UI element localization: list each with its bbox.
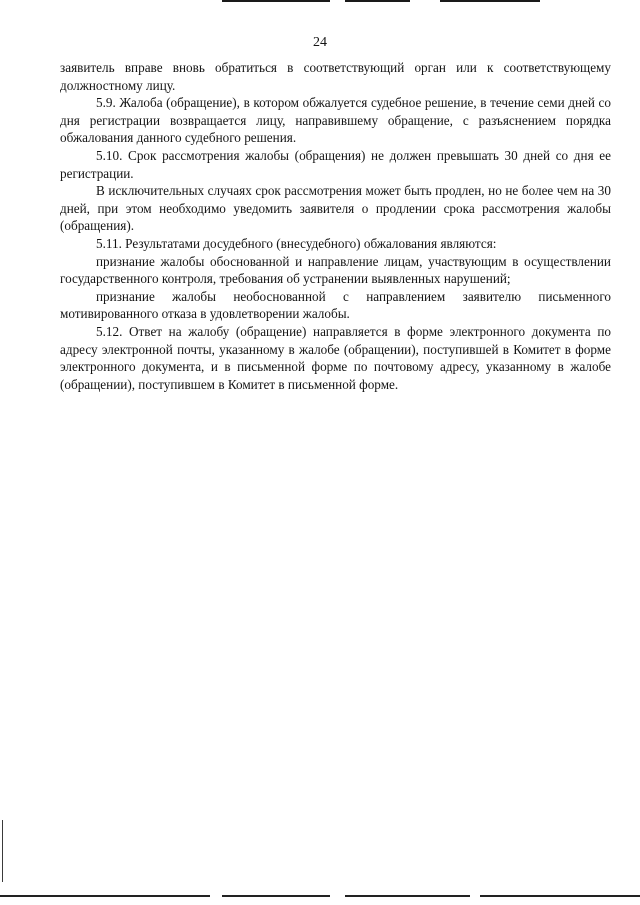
scan-bottom-edge: [0, 895, 640, 897]
scan-mark-top-2: [345, 0, 410, 2]
paragraph-result-justified: признание жалобы обоснованной и направление лицам, участвующим в осуществлении государственного контроля, требования об устранении выявленных нарушений;: [60, 253, 611, 287]
paragraph-5-10: 5.10. Срок рассмотрения жалобы (обращения) не должен превышать 30 дней со дня ее регистрации.: [60, 147, 611, 181]
paragraph-5-12: 5.12. Ответ на жалобу (обращение) направляется в форме электронного документа по адресу электронной почты, указанному в жалобе (обращении), поступившей в Комитет в форме электронного документа, и в письменной форме по почтовому адресу, указанному в жалобе (обращении), поступившем в Комитет в письменной форме.: [60, 323, 611, 392]
scan-mark-top-1: [222, 0, 330, 2]
paragraph-continuation: заявитель вправе вновь обратиться в соответствующий орган или к соответствующему должностному лицу.: [60, 60, 611, 93]
scan-left-edge: [2, 820, 3, 882]
paragraph-result-unjustified: признание жалобы необоснованной с направлением заявителю письменного мотивированного отказа в удовлетворении жалобы.: [60, 288, 611, 322]
page-number: 24: [313, 35, 327, 50]
scan-mark-top-3: [440, 0, 540, 2]
document-body: [60, 59, 611, 393]
paragraph-5-11: 5.11. Результатами досудебного (внесудебного) обжалования являются:: [96, 235, 497, 251]
paragraph-extension: В исключительных случаях срок рассмотрения может быть продлен, но не более чем на 30 дней, при этом необходимо уведомить заявителя о продлении срока рассмотрения жалобы (обращения).: [60, 183, 611, 234]
paragraph-5-9: 5.9. Жалоба (обращение), в котором обжалуется судебное решение, в течение семи дней со дня регистрации возвращается лицу, направившему обращение, с разъяснением порядка обжалования данного судебного решения.: [60, 95, 611, 146]
